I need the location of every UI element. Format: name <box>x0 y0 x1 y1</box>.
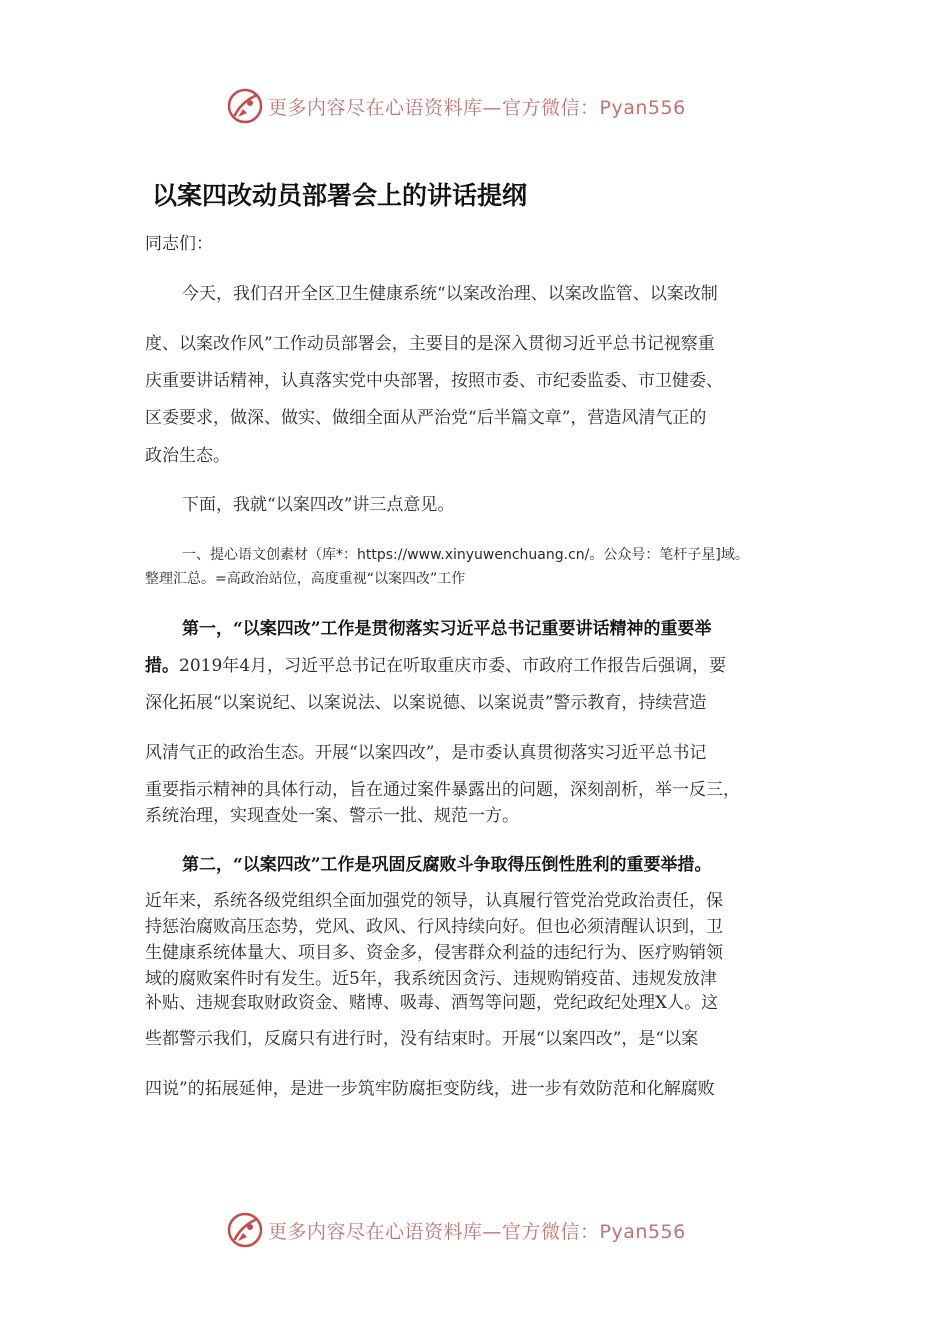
paragraph-line: 持惩治腐败高压态势，党风、政风、行风持续向好。但也必须清醒认识到，卫 <box>145 917 723 937</box>
paragraph-line: 些都警示我们，反腐只有进行时，没有结束时。开展“以案四改”，是“以案 <box>145 1029 699 1049</box>
paragraph-line: 深化拓展“以案说纪、以案说法、以案说德、以案说责”警示教育，持续营造 <box>145 693 707 713</box>
paragraph-text: 2019年4月，习近平总书记在听取重庆市委、市政府工作报告后强调，要 <box>179 656 727 676</box>
paragraph-line: 下面，我就“以案四改”讲三点意见。 <box>182 495 455 515</box>
bold-lead-line: 第一，“以案四改”工作是贯彻落实习近平总书记重要讲话精神的重要举 <box>182 619 712 639</box>
paragraph-line: 生健康系统体量大、项目多、资金多，侵害群众利益的违纪行为、医疗购销领 <box>145 943 723 963</box>
bold-lead-line: 第二，“以案四改”工作是巩固反腐败斗争取得压倒性胜利的重要举措。 <box>182 855 712 875</box>
section-heading-line: 整理汇总。=高政治站位，高度重视“以案四改”工作 <box>145 571 466 587</box>
paragraph-line: 域的腐败案件时有发生。近5年，我系统因贪污、违规购销疫苗、违规发放津 <box>145 969 717 989</box>
paragraph-line: 系统治理，实现查处一案、警示一批、规范一方。 <box>145 806 519 826</box>
paragraph-line: 补贴、违规套取财政资金、赌博、吸毒、酒驾等问题，党纪政纪处理X人。这 <box>145 993 719 1013</box>
paragraph-line <box>145 655 805 677</box>
paragraph-line: 近年来，系统各级党组织全面加强党的领导，认真履行管党治党政治责任，保 <box>145 891 723 911</box>
paragraph-line: 庆重要讲话精神，认真落实党中央部署，按照市委、市纪委监委、市卫健委、 <box>145 371 723 391</box>
paragraph-line: 重要指示精神的具体行动，旨在通过案件暴露出的问题，深刻剖析，举一反三， <box>145 780 740 800</box>
document-title: 以案四改动员部署会上的讲话提纲 <box>152 181 528 210</box>
footer-watermark-text: 更多内容尽在心语资料库—官方微信：Pyan556 <box>268 1220 686 1243</box>
paragraph-line: 区委要求，做深、做实、做细全面从严治党“后半篇文章”，营造风清气正的 <box>145 408 707 428</box>
header-watermark-banner <box>226 86 746 126</box>
paragraph-line: 政治生态。 <box>145 446 230 466</box>
header-watermark-text: 更多内容尽在心语资料库—官方微信：Pyan556 <box>268 96 686 119</box>
section-heading-line: 一、提心语文创素材（库*：https://www.xinyuwenchuang.cn/。公众号：笔杆子星]域。 <box>182 547 749 563</box>
paragraph-line: 风清气正的政治生态。开展“以案四改”，是市委认真贯彻落实习近平总书记 <box>145 743 707 763</box>
pen-logo-icon <box>226 1211 264 1249</box>
paragraph-line: 四说”的拓展延伸，是进一步筑牢防腐拒变防线，进一步有效防范和化解腐败 <box>145 1079 715 1099</box>
footer-watermark-banner <box>226 1210 746 1250</box>
bold-lead-tail: 措。 <box>145 656 179 676</box>
salutation: 同志们： <box>145 234 213 254</box>
paragraph-line: 度、以案改作风”工作动员部署会，主要目的是深入贯彻习近平总书记视察重 <box>145 334 715 354</box>
paragraph-line: 今天，我们召开全区卫生健康系统“以案改治理、以案改监管、以案改制 <box>182 284 718 304</box>
pen-logo-icon <box>226 87 264 125</box>
